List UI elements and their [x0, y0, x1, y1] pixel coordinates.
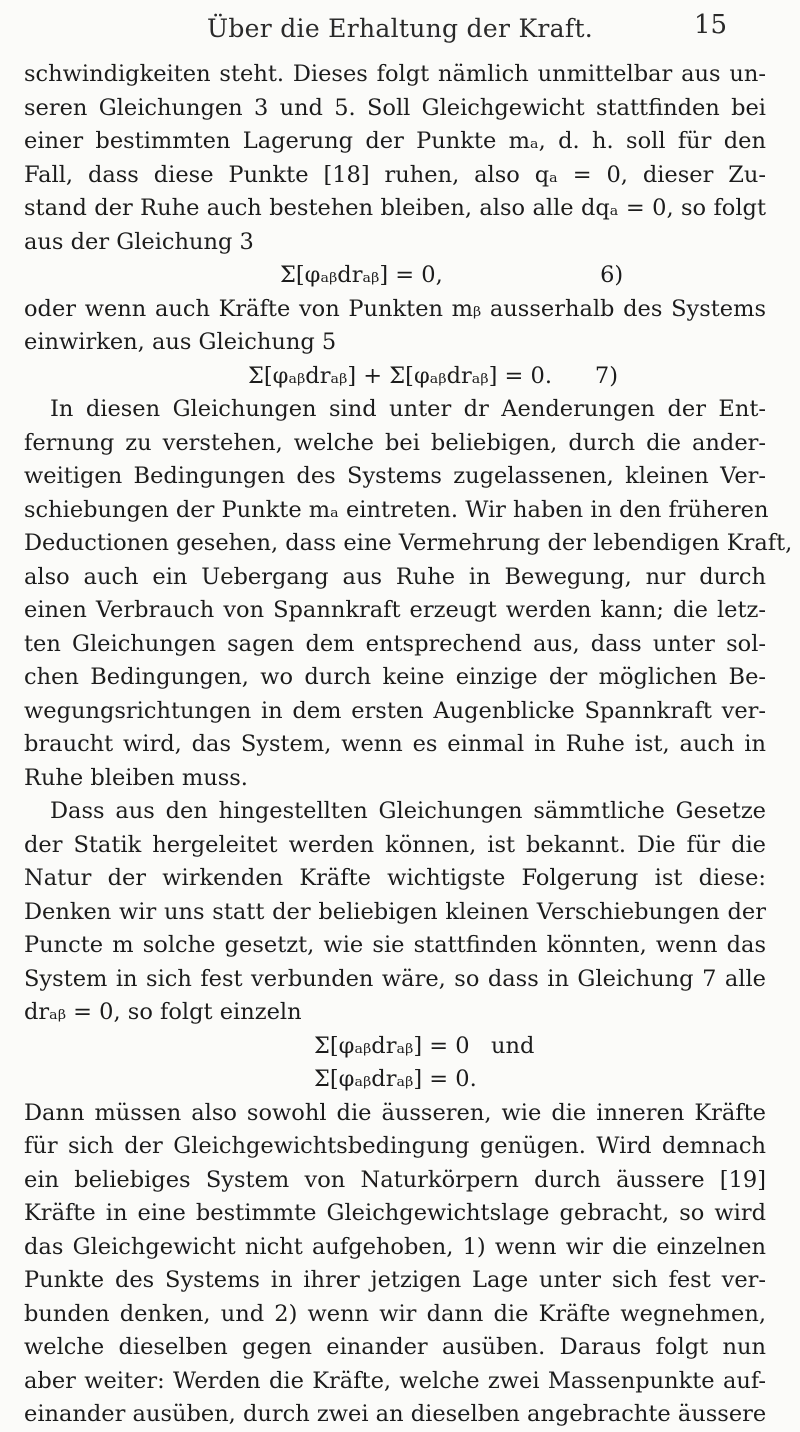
text-line: fernung zu verstehen, welche bei beliebigen, durch die ander- [24, 429, 766, 456]
text-line: welche dieselben gegen einander ausüben. Daraus folgt nun [24, 1334, 766, 1360]
text-line: einer bestimmten Lagerung der Punkte mₐ, d. h. soll für den [24, 128, 766, 154]
text-line: einander ausüben, durch zwei an dieselben angebrachte äussere [24, 1401, 767, 1427]
page-number: 15 [694, 10, 728, 40]
body-text [24, 58, 793, 1432]
text-line: oder wenn auch Kräfte von Punkten mᵦ ausserhalb des Systems [24, 295, 766, 322]
text-line: Natur der wirkenden Kräfte wichtigste Folgerung ist diese: [24, 865, 766, 891]
text-line: aber weiter: Werden die Kräfte, welche zwei Massenpunkte auf- [24, 1367, 766, 1394]
text-line: wegungsrichtungen in dem ersten Augenblicke Spannkraft ver- [24, 697, 766, 724]
text-line: ten Gleichungen sagen dem entsprechend aus, dass unter sol- [24, 630, 766, 657]
text-line: Kräfte in eine bestimmte Gleichgewichtslage gebracht, so wird [24, 1200, 766, 1226]
text-line: System in sich fest verbunden wäre, so dass in Gleichung 7 alle [24, 965, 766, 992]
text-line: Fall, dass diese Punkte [18] ruhen, also qₐ = 0, dieser Zu- [24, 161, 766, 188]
text-line: seren Gleichungen 3 und 5. Soll Gleichgewicht stattfinden bei [24, 94, 766, 121]
text-line: also auch ein Uebergang aus Ruhe in Bewegung, nur durch [24, 563, 766, 590]
text-line: Denken wir uns statt der beliebigen kleinen Verschiebungen der [24, 898, 766, 925]
text-line: bunden denken, und 2) wenn wir dann die Kräfte wegnehmen, [24, 1300, 766, 1327]
text-line: schiebungen der Punkte mₐ eintreten. Wir haben in den früheren [24, 496, 769, 523]
text-line: aus der Gleichung 3 [24, 228, 254, 255]
text-line: der Statik hergeleitet werden können, ist bekannt. Die für die [24, 831, 766, 858]
running-title: Über die Erhaltung der Kraft. [206, 14, 594, 43]
text-line: Ruhe bleiben muss. [24, 764, 248, 791]
equation-outer: Σ[φₐᵦdrₐᵦ] = 0. [314, 1066, 477, 1092]
equation-inner: Σ[φₐᵦdrₐᵦ] = 0 und [314, 1032, 535, 1059]
text-line: chen Bedingungen, wo durch keine einzige der möglichen Be- [24, 664, 766, 690]
text-line: Puncte m solche gesetzt, wie sie stattfinden könnten, wenn das [24, 932, 766, 958]
text-line: drₐᵦ = 0, so folgt einzeln [24, 999, 302, 1025]
text-line: braucht wird, das System, wenn es einmal in Ruhe ist, auch in [24, 731, 766, 757]
text-line: ein beliebiges System von Naturkörpern durch äussere [19] [24, 1166, 766, 1193]
text-line: weitigen Bedingungen des Systems zugelassenen, kleinen Ver- [24, 463, 766, 489]
text-line: für sich der Gleichgewichtsbedingung genügen. Wird demnach [24, 1133, 766, 1159]
text-line: das Gleichgewicht nicht aufgehoben, 1) wenn wir die einzelnen [24, 1233, 766, 1260]
text-line: einen Verbrauch von Spannkraft erzeugt werden kann; die letz- [24, 597, 766, 623]
text-line: Dann müssen also sowohl die äusseren, wie die inneren Kräfte [24, 1099, 766, 1126]
text-line: Dass aus den hingestellten Gleichungen sämmtliche Gesetze [50, 798, 766, 824]
text-line: einwirken, aus Gleichung 5 [24, 329, 337, 355]
equation-6: Σ[φₐᵦdrₐᵦ] = 0, 6) [280, 262, 624, 288]
text-line: schwindigkeiten steht. Dieses folgt nämlich unmittelbar aus un- [24, 61, 766, 87]
text-line: stand der Ruhe auch bestehen bleiben, also alle dqₐ = 0, so folgt [24, 195, 766, 221]
equation-7: Σ[φₐᵦdrₐᵦ] + Σ[φₐᵦdrₐᵦ] = 0. 7) [248, 362, 618, 389]
text-line: Deductionen gesehen, dass eine Vermehrung der lebendigen Kraft, [24, 530, 793, 556]
text-line: Punkte des Systems in ihrer jetzigen Lage unter sich fest ver- [24, 1267, 766, 1293]
text-line: In diesen Gleichungen sind unter dr Aenderungen der Ent- [50, 396, 766, 422]
